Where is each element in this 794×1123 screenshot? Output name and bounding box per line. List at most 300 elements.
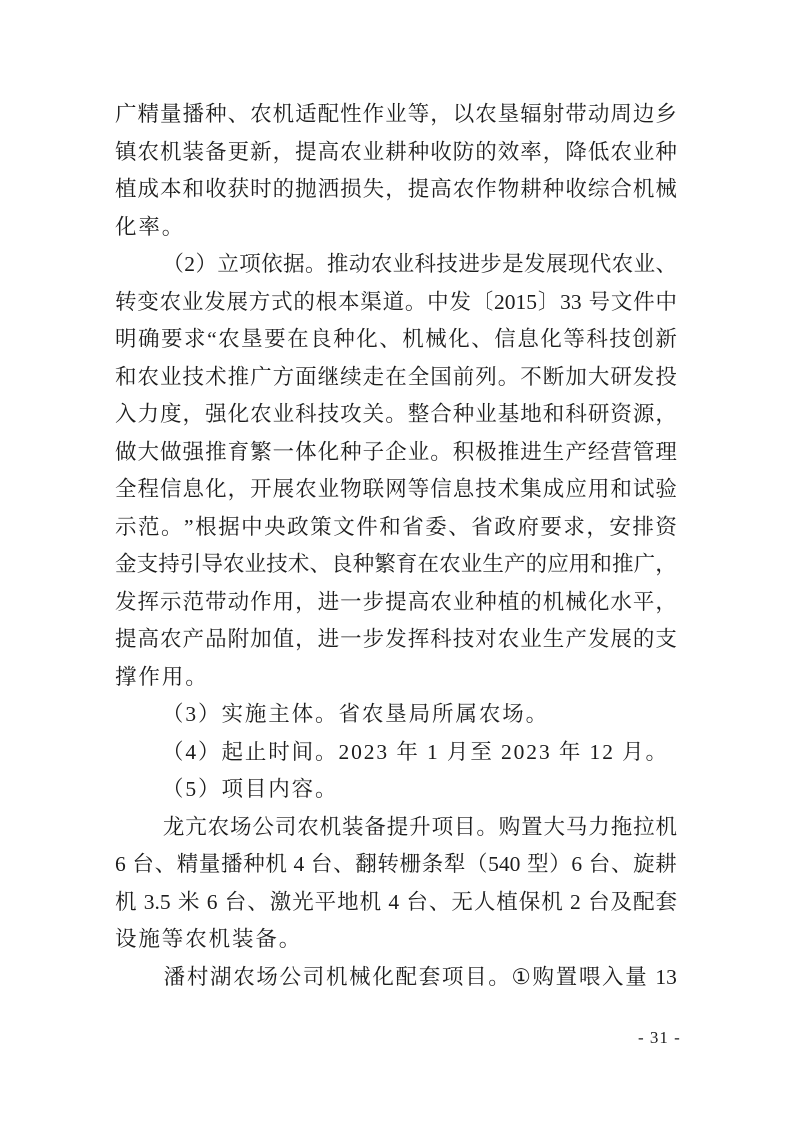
text-run: 种 — [655, 139, 677, 164]
text-run: 边 — [632, 102, 655, 126]
text-run: 地 — [337, 889, 359, 914]
text-run: ， — [655, 589, 677, 614]
text-run: 发 — [385, 627, 407, 651]
text-run: 械 — [565, 589, 587, 614]
text-run: 变 — [137, 289, 159, 314]
text-run: 息 — [452, 477, 475, 501]
text-line — [115, 434, 677, 472]
text-run: 业 — [160, 364, 182, 389]
text-run: 全 — [115, 477, 137, 501]
text-run: 范 — [182, 589, 205, 614]
text-run: 农 — [439, 552, 461, 576]
text-run: 机 — [359, 889, 382, 914]
text-run: ， — [227, 477, 250, 501]
text-line: 设施等农机装备。 — [115, 927, 303, 951]
text-run: 育 — [227, 439, 250, 464]
text-run: 断 — [542, 364, 565, 389]
text-run: 科 — [414, 252, 437, 276]
text-run: 和 — [590, 552, 612, 576]
text-run: 平 — [314, 889, 337, 914]
text-run: 农 — [295, 477, 317, 501]
text-run: 种 — [243, 852, 265, 876]
text-run: 2 — [184, 252, 196, 276]
text-run: 不 — [520, 364, 542, 389]
text-run: 精 — [137, 102, 160, 126]
text-run: 等 — [407, 477, 430, 501]
text-run: 机 — [542, 589, 565, 614]
text-run: 步 — [362, 627, 385, 651]
text-run: 配 — [633, 889, 655, 914]
text-run: 台 — [588, 889, 610, 914]
text-run: 用 — [568, 552, 591, 576]
text-run — [521, 846, 526, 884]
text-run: 化 — [448, 327, 470, 351]
text-run: 挥 — [407, 627, 430, 651]
text-run: 技 — [436, 252, 458, 276]
text-run: 强 — [205, 402, 227, 426]
text-run: 台 — [310, 852, 333, 876]
text-run: 的 — [272, 177, 295, 201]
text-run: 入 — [602, 964, 624, 989]
text-run: 等 — [407, 102, 430, 126]
text-run: 式 — [271, 289, 293, 314]
text-run: 带 — [205, 589, 227, 614]
text-run: 农 — [611, 252, 634, 276]
text-run: 新 — [250, 139, 272, 164]
text-run: 村 — [186, 964, 209, 989]
text-run: 耕 — [520, 177, 542, 201]
text-run: 件 — [356, 514, 378, 539]
text-run: ， — [655, 402, 677, 426]
text-line — [115, 809, 677, 847]
text-run: 的 — [632, 627, 655, 651]
text-run: 推 — [205, 439, 227, 464]
text-run: 前 — [452, 364, 475, 389]
text-run: 理 — [655, 439, 677, 464]
text-run: 高 — [430, 177, 452, 201]
text-run: 农 — [497, 627, 520, 651]
text-run: 业 — [632, 139, 655, 164]
text-line — [115, 396, 677, 434]
text-line: （3）实施主体。省农垦局所属农场。 — [162, 702, 550, 726]
paragraph-indent — [115, 959, 162, 997]
text-run: 6 — [571, 852, 583, 876]
text-line — [115, 284, 677, 322]
text-run: 农 — [340, 139, 362, 164]
text-run: 540 — [488, 852, 521, 876]
text-run: 农 — [370, 252, 393, 276]
text-run: 提 — [407, 177, 430, 201]
text-run: 公 — [279, 964, 302, 989]
text-run: ， — [182, 402, 205, 426]
text-run: 政 — [287, 514, 309, 539]
text-run: 步 — [480, 252, 502, 276]
text-run: 业 — [452, 589, 475, 614]
text-run: 用 — [272, 589, 295, 614]
text-run: 文 — [333, 514, 355, 539]
text-run: 资 — [610, 402, 632, 426]
text-run: 降 — [565, 139, 587, 164]
text-run: 机 — [325, 964, 348, 989]
text-run: “ — [207, 327, 217, 351]
text-run: 机 — [115, 889, 137, 914]
text-run — [583, 846, 588, 884]
text-run: ” — [184, 514, 194, 539]
text-run: 关 — [362, 402, 385, 426]
text-run: 获 — [227, 177, 250, 201]
text-run: 业 — [392, 252, 415, 276]
text-run: 据 — [283, 252, 305, 276]
text-run: 高 — [137, 627, 160, 651]
text-run: 、 — [154, 852, 177, 876]
text-run: 种 — [205, 102, 227, 126]
text-run: 是 — [502, 252, 524, 276]
text-run: 翻 — [355, 852, 377, 876]
text-run: 种 — [452, 402, 475, 426]
text-line: （4）起止时间。2023 年 1 月至 2023 年 12 月。 — [162, 739, 669, 764]
text-run: 展 — [545, 252, 568, 276]
text-run: 业 — [475, 402, 497, 426]
text-run: 在 — [385, 364, 407, 389]
text-run: 〔 — [471, 289, 494, 314]
text-run: 转 — [377, 852, 399, 876]
text-run: 号 — [588, 289, 611, 314]
text-run: 业 — [520, 627, 542, 651]
text-run: ） — [549, 852, 571, 876]
text-run: 物 — [497, 177, 520, 201]
text-run: 、 — [227, 102, 250, 126]
text-run: 化 — [540, 327, 562, 351]
text-run: 业 — [181, 289, 204, 314]
text-run: 府 — [517, 514, 539, 539]
text-run — [400, 884, 405, 922]
text-run: 置 — [555, 964, 578, 989]
text-run: 据 — [218, 514, 240, 539]
text-run: 植 — [497, 589, 520, 614]
text-line: 化率。 — [115, 214, 186, 239]
text-run: 提 — [385, 589, 407, 614]
text-run: 管 — [632, 439, 655, 464]
text-run: 子 — [362, 439, 385, 464]
text-run: 道 — [382, 289, 405, 314]
text-run: 件 — [633, 289, 655, 314]
text-run: 繁 — [374, 552, 396, 576]
text-run: 术 — [287, 552, 310, 576]
text-run: 4 — [388, 889, 400, 914]
text-run: 技 — [317, 402, 340, 426]
text-run: 加 — [250, 627, 272, 651]
text-run: 目 — [453, 814, 476, 839]
text-run: 农 — [250, 402, 272, 426]
text-run: 技 — [266, 552, 288, 576]
text-run: 抛 — [295, 177, 317, 201]
text-run: 根 — [195, 514, 217, 539]
text-run: 植 — [496, 889, 518, 914]
text-run: ， — [295, 589, 317, 614]
text-run: 农 — [160, 627, 182, 651]
text-run: 技 — [609, 327, 631, 351]
text-run: 产 — [565, 439, 587, 464]
text-run: 品 — [205, 627, 227, 651]
text-run: 大 — [587, 364, 610, 389]
text-run: 亢 — [185, 814, 207, 839]
text-run: 机 — [632, 177, 655, 201]
text-run: 农 — [452, 177, 475, 201]
text-run: 目 — [465, 964, 487, 989]
text-run: 场 — [230, 814, 252, 839]
text-run: 附 — [227, 627, 250, 651]
text-run: 政 — [494, 514, 516, 539]
text-run: 息 — [517, 327, 539, 351]
text-run: 广 — [250, 364, 272, 389]
text-run: 科 — [565, 402, 587, 426]
text-run: ， — [655, 552, 677, 576]
text-run: 展 — [610, 627, 632, 651]
text-run: 机 — [319, 814, 342, 839]
text-line — [115, 321, 677, 359]
text-run: 、 — [247, 889, 269, 914]
text-run: 3.5 — [143, 889, 171, 914]
text-run: 大 — [543, 814, 566, 839]
text-run: 支 — [655, 627, 677, 651]
text-run: 马 — [565, 814, 588, 839]
text-run: 资 — [655, 514, 677, 539]
text-run: 产 — [503, 552, 526, 576]
text-run: 成 — [137, 177, 160, 201]
text-run — [582, 884, 587, 922]
text-run: 升 — [409, 814, 431, 839]
text-run — [137, 884, 142, 922]
text-run: 技 — [475, 477, 497, 501]
text-run: 在 — [287, 327, 309, 351]
text-run: 科 — [430, 627, 452, 651]
text-run: 低 — [587, 139, 610, 164]
text-run: 方 — [272, 364, 295, 389]
text-line — [115, 546, 677, 584]
text-run: 收 — [205, 177, 227, 201]
text-run: 推 — [497, 439, 520, 464]
text-run: 发 — [587, 627, 610, 651]
text-run: 要 — [161, 327, 183, 351]
text-run: 推 — [227, 364, 250, 389]
text-run: 保 — [518, 889, 541, 914]
text-run: 续 — [340, 364, 362, 389]
text-run: 、 — [428, 889, 451, 914]
text-run: 应 — [547, 552, 569, 576]
text-run: 种 — [475, 589, 497, 614]
text-run: 示 — [160, 589, 182, 614]
text-run: 产 — [182, 627, 205, 651]
text-run: 无 — [451, 889, 473, 914]
text-run: 购 — [498, 814, 521, 839]
text-run: 旋 — [633, 852, 655, 876]
text-run: 喂 — [578, 964, 601, 989]
text-run: 。 — [497, 364, 520, 389]
text-run: 种 — [352, 552, 375, 576]
text-run: 信 — [494, 327, 516, 351]
text-run: 省 — [471, 514, 493, 539]
text-run: 发 — [115, 589, 137, 614]
text-run: 力 — [588, 814, 610, 839]
text-run: 现 — [567, 252, 590, 276]
text-run: 投 — [655, 364, 677, 389]
text-run: 装 — [182, 139, 205, 164]
text-run: 代 — [589, 252, 612, 276]
text-run: 中 — [655, 289, 677, 314]
text-run: 台 — [224, 889, 247, 914]
text-run: 置 — [521, 814, 543, 839]
text-line — [115, 509, 677, 547]
text-run: 进 — [520, 439, 542, 464]
text-run: 委 — [425, 514, 447, 539]
text-run: 公 — [252, 814, 274, 839]
text-run: 化 — [317, 439, 340, 464]
text-run: 科 — [295, 402, 317, 426]
text-run: 综 — [587, 177, 610, 201]
text-run: 项 — [431, 814, 454, 839]
text-run: 生 — [482, 552, 504, 576]
text-line — [115, 846, 677, 884]
text-run: 乡 — [655, 102, 677, 126]
text-run: 依 — [261, 252, 283, 276]
text-run — [648, 959, 653, 997]
text-run: 良 — [310, 327, 332, 351]
text-run: 业 — [317, 477, 340, 501]
text-run: 对 — [475, 627, 497, 651]
text-run: 推 — [326, 252, 349, 276]
text-run: 信 — [160, 477, 182, 501]
text-run: ， — [295, 627, 317, 651]
text-run: 13 — [655, 964, 677, 989]
text-run: 发 — [632, 364, 655, 389]
text-run: 农 — [250, 102, 272, 126]
text-line — [115, 359, 677, 397]
text-run: 效 — [497, 139, 520, 164]
text-run: 农 — [137, 364, 160, 389]
text-run: 械 — [349, 964, 371, 989]
text-run: 和 — [542, 402, 565, 426]
text-run: 开 — [250, 477, 272, 501]
text-run: 场 — [256, 964, 278, 989]
text-run: 强 — [182, 439, 205, 464]
text-run: 的 — [293, 289, 315, 314]
text-run: 作 — [475, 177, 497, 201]
text-run: 国 — [430, 364, 452, 389]
text-run: 提 — [115, 627, 137, 651]
text-run: 。 — [304, 252, 327, 276]
text-run: 农 — [207, 814, 230, 839]
text-run: 、 — [333, 852, 355, 876]
text-run: 种 — [333, 327, 355, 351]
text-run: 渠 — [360, 289, 382, 314]
text-run: 研 — [587, 402, 610, 426]
text-run: 周 — [610, 102, 632, 126]
text-run: 拉 — [633, 814, 655, 839]
text-run: 力 — [137, 402, 160, 426]
text-run: 化 — [227, 402, 250, 426]
text-run: 根 — [315, 289, 338, 314]
text-run: 和 — [182, 177, 205, 201]
text-run: 一 — [340, 627, 362, 651]
text-run: 持 — [158, 552, 180, 576]
text-run: 值 — [272, 627, 295, 651]
text-run: 械 — [425, 327, 447, 351]
text-run: 引 — [179, 552, 202, 576]
text-run: 量 — [198, 852, 221, 876]
text-line — [115, 171, 677, 209]
text-run: 育 — [395, 552, 418, 576]
text-run: 术 — [205, 364, 227, 389]
text-run: 用 — [587, 477, 610, 501]
text-run: 转 — [115, 289, 137, 314]
text-run: 更 — [227, 139, 250, 164]
text-run: 技 — [182, 364, 205, 389]
text-run: 广 — [633, 552, 656, 576]
text-run: 防 — [452, 139, 475, 164]
text-run: 网 — [385, 477, 407, 501]
text-line — [115, 246, 677, 284]
text-run: 辐 — [520, 102, 542, 126]
text-run: 备 — [205, 139, 227, 164]
text-run: 求 — [184, 327, 206, 351]
text-run: 排 — [632, 514, 654, 539]
text-run: 步 — [362, 589, 385, 614]
text-run: 、 — [471, 327, 493, 351]
text-run: （ — [466, 852, 488, 876]
text-run: 高 — [407, 589, 430, 614]
text-run — [305, 846, 310, 884]
text-run — [564, 884, 569, 922]
text-run — [582, 284, 587, 322]
text-run: 垦 — [241, 327, 263, 351]
text-run: 安 — [609, 514, 631, 539]
text-run: 量 — [160, 102, 182, 126]
text-run: 〕 — [537, 289, 560, 314]
text-run: 平 — [632, 589, 655, 614]
text-line — [115, 134, 677, 172]
text-run: 走 — [362, 364, 385, 389]
text-run: 的 — [475, 139, 497, 164]
text-run — [382, 884, 387, 922]
text-run: 进 — [317, 589, 340, 614]
text-run: 率 — [520, 139, 542, 164]
text-run: 的 — [520, 589, 542, 614]
text-run: 射 — [542, 102, 565, 126]
text-run: 。 — [404, 289, 427, 314]
text-run: 验 — [655, 477, 677, 501]
text-run: 繁 — [250, 439, 272, 464]
text-run: 司 — [302, 964, 325, 989]
text-run: 经 — [587, 439, 610, 464]
text-run: 一 — [340, 589, 362, 614]
text-run: 生 — [542, 439, 565, 464]
text-run: 联 — [362, 477, 385, 501]
text-line — [115, 96, 677, 134]
text-run: 业 — [362, 139, 385, 164]
text-run: 失 — [362, 177, 385, 201]
text-run: 基 — [497, 402, 520, 426]
text-run: 、 — [610, 852, 633, 876]
text-run: 农 — [137, 139, 160, 164]
text-run: 农 — [430, 589, 452, 614]
text-run: 息 — [182, 477, 205, 501]
text-run: 应 — [565, 477, 587, 501]
text-run: 列 — [475, 364, 497, 389]
text-run: 配 — [317, 102, 340, 126]
text-run: 米 — [177, 889, 200, 914]
text-run: 整 — [407, 402, 430, 426]
text-run: 程 — [137, 477, 160, 501]
